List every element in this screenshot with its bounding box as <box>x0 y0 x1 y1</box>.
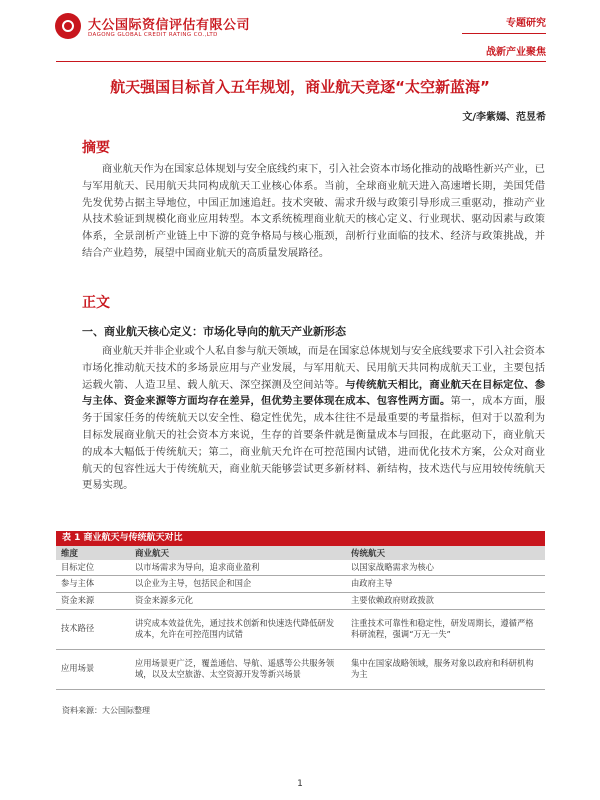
comparison-table <box>56 546 545 690</box>
table-cell: 由政府主导 <box>346 575 545 592</box>
table-row <box>56 560 545 575</box>
page-title: 航天强国目标首入五年规划，商业航天竞逐“太空新蓝海” <box>110 78 490 96</box>
table-header-row <box>56 546 545 560</box>
body-heading: 正文 <box>82 295 110 311</box>
report-series-tag: 战新产业聚焦 <box>486 47 546 58</box>
table-cell: 技术路径 <box>56 609 130 649</box>
table-cell: 应用场景更广泛，覆盖通信、导航、遥感等公共服务领域，以及太空旅游、太空资源开发等新兴场景 <box>130 649 346 689</box>
page-number: 1 <box>297 779 303 789</box>
header-divider <box>56 61 546 62</box>
table-cell: 注重技术可靠性和稳定性，研发周期长，遵循严格科研流程，强调“万无一失” <box>346 609 545 649</box>
section-subheading: 一、商业航天核心定义：市场化导向的航天产业新形态 <box>82 325 346 338</box>
table-caption-text: 表 1 商业航天与传统航天对比 <box>62 533 183 543</box>
table-cell: 讲究成本效益优先，通过技术创新和快速迭代降低研发成本，允许在可控范围内试错 <box>130 609 346 649</box>
table-header-traditional: 传统航天 <box>346 546 545 560</box>
header-divider-short <box>462 33 546 34</box>
body-paragraph <box>82 343 545 494</box>
table-cell: 集中在国家战略领域，服务对象以政府和科研机构为主 <box>346 649 545 689</box>
abstract-paragraph <box>82 161 545 262</box>
report-type-tag: 专题研究 <box>506 18 546 29</box>
body-text-part1: 商业航天并非企业或个人私自参与航天领域，而是在国家总体规划与安全底线要求下引入社会资本市场化推动航天技术的多场景应用与产业发展，与军用航天、民用航天共同构成航天工业，主要包括运载火箭、人造卫星、载人航天、深空探测及空间站等。 <box>82 345 545 391</box>
table-caption <box>56 531 545 546</box>
table-row <box>56 649 545 689</box>
table-cell: 目标定位 <box>56 560 130 575</box>
table-row <box>56 575 545 592</box>
company-logo-icon <box>55 13 81 39</box>
abstract-text: 商业航天作为在国家总体规划与安全底线约束下，引入社会资本市场化推动的战略性新兴产业，已与军用航天、民用航天共同构成航天工业核心体系。当前，全球商业航天进入高速增长期，美国凭借先发优势占据主导地位，中国正加速追赶。技术突破、需求升级与政策引导形成三重驱动，推动产业从技术验证到规模化商业应用转型。本文系统梳理商业航天的核心定义、行业现状、驱动因素与政策体系，全景剖析产业链上中下游的竞争格局与核心瓶颈，剖析行业面临的技术、经济与政策挑战，并结合产业趋势，展望中国商业航天的高质量发展路径。 <box>82 163 545 259</box>
table-header-commercial: 商业航天 <box>130 546 346 560</box>
abstract-heading: 摘要 <box>82 140 110 156</box>
table-cell: 资金来源多元化 <box>130 592 346 609</box>
table-cell: 以企业为主导，包括民企和国企 <box>130 575 346 592</box>
body-text-bold: 与传统航天相比，商业航天在目标定位、参与主体、资金来源等方面均存在差异，但优势主要体现在成本、包容性两方面。 <box>82 378 546 408</box>
author-line: 文/李紫嫣、范昱希 <box>462 112 546 123</box>
table-cell: 参与主体 <box>56 575 130 592</box>
table-cell: 以市场需求为导向，追求商业盈利 <box>130 560 346 575</box>
company-name-cn: 大公国际资信评估有限公司 <box>88 18 251 33</box>
table-header-dimension: 维度 <box>56 546 130 560</box>
body-text-part2: 第一，成本方面，服务于国家任务的传统航天以安全性、稳定性优先，成本往往不是最重要的考量指标，但对于以盈利为目标发展商业航天的社会资本方来说，生存的首要条件就是衡量成本与回报，在此驱动下，商业航天的成本大幅低于传统航天；第二，商业航天允许在可控范围内试错，进而优化技术方案，公众对商业航天的包容性远大于传统航天，商业航天能够尝试更多新材料、新结构，技术迭代与应用较传统航天更易实现。 <box>82 395 546 492</box>
table-cell: 资金来源 <box>56 592 130 609</box>
table-cell: 主要依赖政府财政拨款 <box>346 592 545 609</box>
table-cell: 应用场景 <box>56 649 130 689</box>
table-row <box>56 592 545 609</box>
company-name-en: DAGONG GLOBAL CREDIT RATING CO.,LTD <box>88 32 218 38</box>
table-source: 资料来源：大公国际整理 <box>62 706 150 715</box>
table-cell: 以国家战略需求为核心 <box>346 560 545 575</box>
table-row <box>56 609 545 649</box>
